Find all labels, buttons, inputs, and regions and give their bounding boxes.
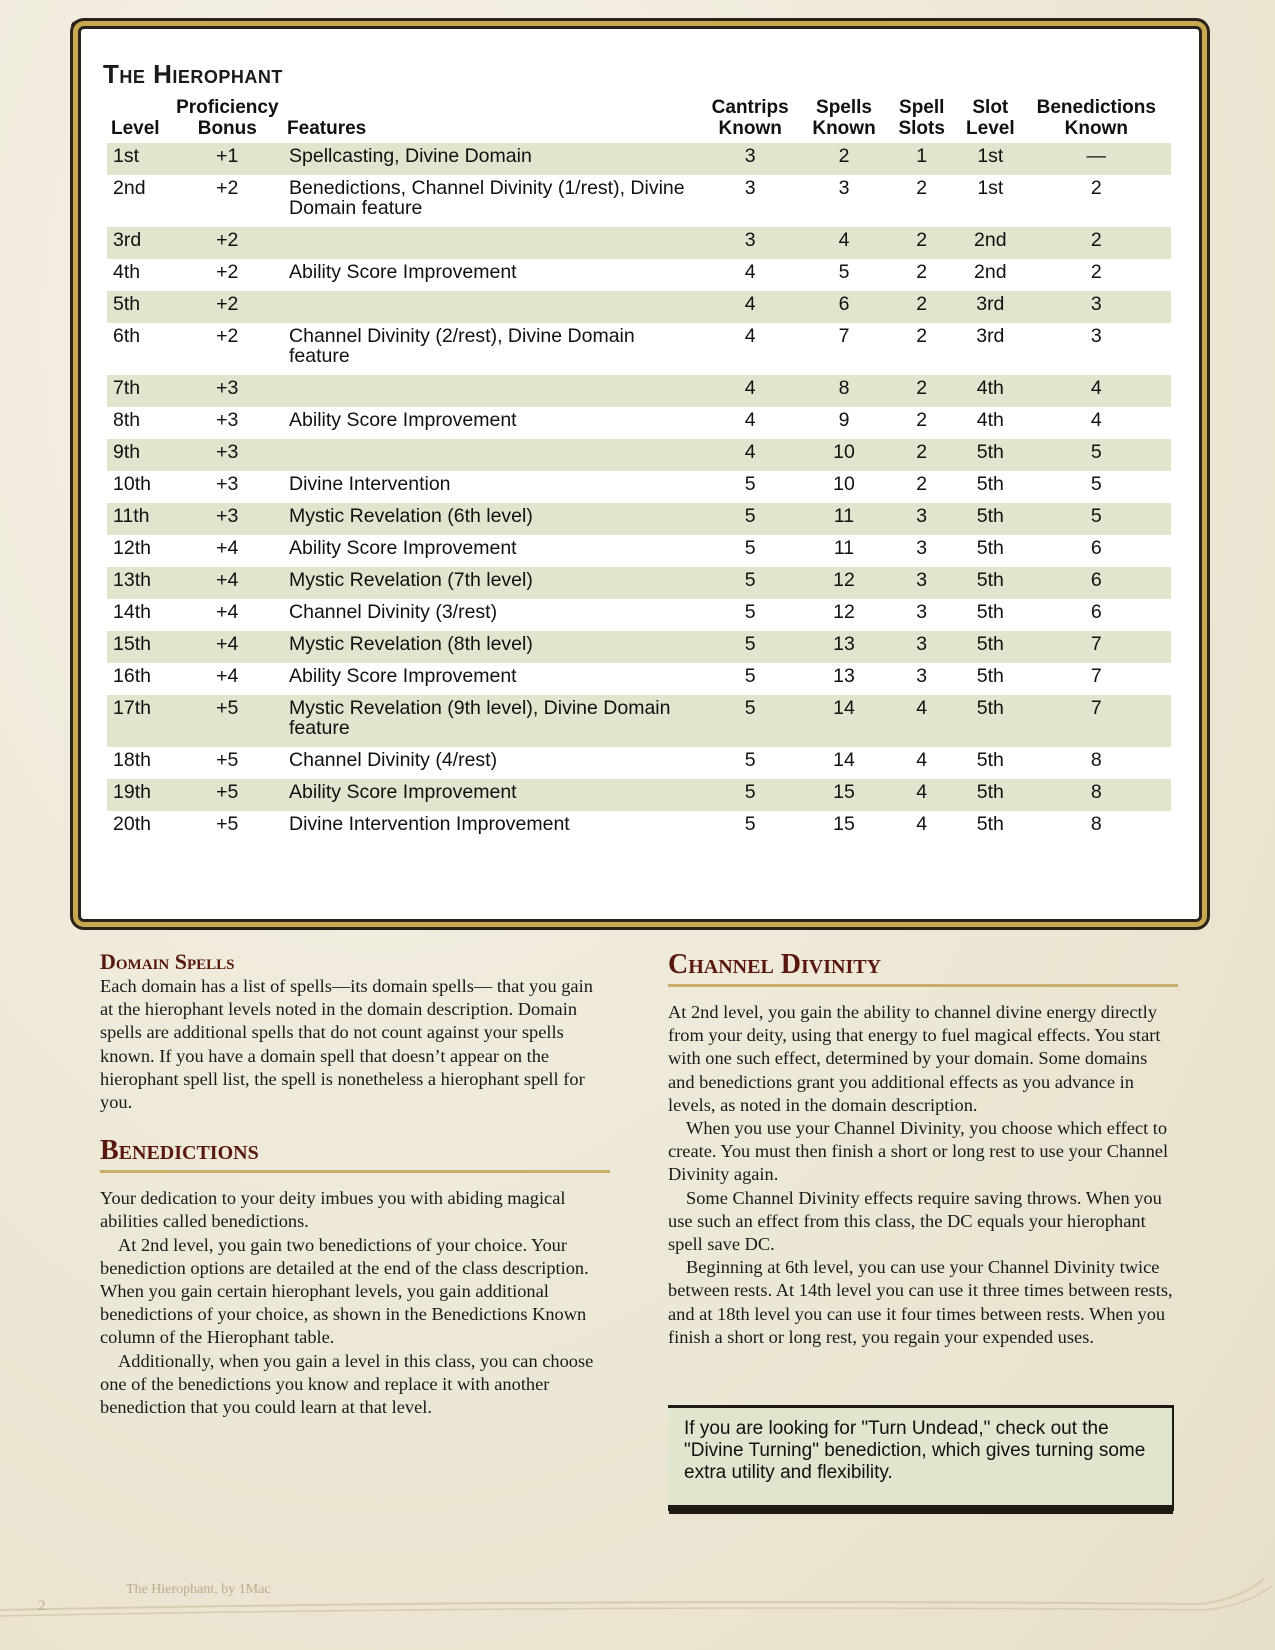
table-row [107,375,1171,407]
cell-slot-level: 2nd [959,227,1022,259]
cell-slot-level: 5th [959,631,1022,663]
cell-level: 18th [113,749,151,771]
cell-features: Ability Score Improvement [289,665,517,687]
cell-spells: 14 [833,749,855,771]
cell-level: 2nd [113,177,146,199]
cell-cantrips: 5 [697,503,804,535]
table-header-row [107,95,1171,143]
cell-features [283,439,697,471]
table-row [107,663,1171,695]
cell-level: 11th [107,503,172,535]
header-benedictions: Benedictions Known [1036,97,1156,139]
cell-slots: 4 [884,695,959,747]
channel-divinity-paragraph-1: At 2nd level, you gain the ability to channel divine energy directly from your deity, using that energy to fuel magical effects. You start with one such effect, determined by your domain. Some domains and benedictions grant you additional effects as you advance in levels, as noted in the domain description. [668,1002,1161,1115]
cell-slot-level: 3rd [959,291,1022,323]
table-row [107,291,1171,323]
cell-spells: 5 [838,261,850,283]
header-slot-level: Slot Level [966,97,1015,139]
cell-benedictions: — [1022,143,1171,175]
cell-benedictions: 4 [1090,409,1102,431]
cell-prof: +2 [172,291,283,323]
cell-cantrips: 4 [744,261,756,283]
table-row [107,695,1171,747]
cell-prof: +3 [172,503,283,535]
benedictions-paragraph-1: Your dedication to your deity imbues you with abiding magical abilities called benedictions. [100,1188,566,1232]
cell-level: 9th [107,439,172,471]
cell-slots: 2 [884,227,959,259]
cell-spells: 13 [833,665,855,687]
cell-features: Channel Divinity (2/rest), Divine Domain feature [289,325,635,367]
cell-spells: 11 [804,503,885,535]
channel-divinity-paragraph-2: When you use your Channel Divinity, you choose which effect to create. You must then finish a short or long rest to use your Channel Divinity again. [668,1118,1169,1185]
channel-divinity-heading: Channel Divinity [668,950,1178,987]
cell-spells: 12 [833,601,855,623]
cell-spells: 15 [804,779,885,811]
note-box [668,1405,1174,1511]
header-spells-known: Spells Known [812,97,876,139]
cell-level: 5th [107,291,172,323]
table-row [107,439,1171,471]
header-features: Features [287,118,367,139]
cell-benedictions: 3 [1090,325,1102,347]
cell-features: Channel Divinity (4/rest) [289,749,498,771]
cell-prof: +3 [172,439,283,471]
cell-spells: 2 [804,143,885,175]
cell-prof: +4 [216,537,239,559]
cell-prof: +3 [172,375,283,407]
cell-benedictions: 7 [1022,695,1171,747]
cell-slots: 1 [884,143,959,175]
cell-spells: 6 [804,291,885,323]
cell-slots: 3 [884,567,959,599]
cell-slots: 3 [884,503,959,535]
header-cantrips: Cantrips Known [711,97,789,139]
table-row [107,471,1171,503]
cell-slots: 3 [916,537,928,559]
cell-prof: +4 [172,631,283,663]
table-row [107,407,1171,439]
cell-benedictions: 6 [1022,567,1171,599]
cell-prof: +5 [216,749,239,771]
cell-slot-level: 1st [959,143,1022,175]
cell-level: 7th [107,375,172,407]
cell-slots: 4 [916,749,928,771]
cell-benedictions: 5 [1022,439,1171,471]
cell-benedictions: 5 [1090,473,1102,495]
cell-cantrips: 5 [744,601,756,623]
table-row [107,227,1171,259]
left-text-column [100,950,610,1419]
cell-slot-level: 5th [959,503,1022,535]
cell-prof: +5 [172,779,283,811]
cell-level: 4th [113,261,141,283]
cell-benedictions: 2 [1022,227,1171,259]
benedictions-paragraph-3: Additionally, when you gain a level in this class, you can choose one of the benedictions you know and replace it with another benediction that you could learn at that level. [100,1350,594,1418]
cell-spells: 7 [838,325,850,347]
cell-prof: +1 [172,143,283,175]
table-row [107,323,1171,375]
cell-level: 6th [113,325,141,347]
cell-slots: 4 [884,779,959,811]
cell-slot-level: 5th [959,695,1022,747]
cell-cantrips: 3 [697,143,804,175]
cell-slots: 4 [916,813,928,835]
table-row [107,535,1171,567]
class-table-frame [78,26,1202,922]
cell-level: 10th [113,473,151,495]
cell-cantrips: 5 [697,567,804,599]
table-title: The Hierophant [103,59,283,89]
channel-divinity-paragraph-4: Beginning at 6th level, you can use your Channel Divinity twice between rests. At 14th level you can use it three times between rests, and at 18th level you can use it four times between rests. When you finish a short or long rest, you regain your expended uses. [668,1257,1173,1347]
cell-benedictions: 2 [1090,261,1102,283]
cell-slot-level: 5th [976,601,1004,623]
cell-slot-level: 5th [976,813,1004,835]
header-level: Level [111,118,160,139]
cell-cantrips: 4 [697,375,804,407]
cell-features: Ability Score Improvement [289,261,517,283]
cell-features: Divine Intervention [289,473,451,495]
cell-slot-level: 4th [959,375,1022,407]
cell-spells: 15 [833,813,855,835]
cell-spells: 8 [804,375,885,407]
cell-cantrips: 3 [697,227,804,259]
cell-spells: 9 [838,409,850,431]
cell-level: 17th [107,695,172,747]
cell-prof: +4 [216,665,239,687]
cell-prof: +5 [172,695,283,747]
channel-divinity-paragraph-3: Some Channel Divinity effects require saving throws. When you use such an effect from this class, the DC equals your hierophant spell save DC. [668,1187,1162,1255]
cell-slot-level: 5th [976,537,1004,559]
cell-features: Divine Intervention Improvement [289,813,570,835]
cell-spells: 3 [838,177,850,199]
cell-slot-level: 5th [976,665,1004,687]
cell-slots: 3 [884,631,959,663]
cell-slots: 2 [916,261,928,283]
cell-prof: +4 [216,601,239,623]
cell-benedictions: 3 [1022,291,1171,323]
cell-slots: 2 [884,439,959,471]
cell-slot-level: 5th [976,473,1004,495]
cell-benedictions: 7 [1022,631,1171,663]
cell-slots: 2 [916,409,928,431]
cell-benedictions: 7 [1090,665,1102,687]
cell-slots: 2 [916,177,928,199]
cell-spells: 10 [833,473,855,495]
cell-level: 13th [107,567,172,599]
cell-level: 19th [107,779,172,811]
cell-slots: 3 [916,601,928,623]
cell-features: Mystic Revelation (8th level) [283,631,697,663]
cell-level: 14th [113,601,151,623]
cell-features [283,291,697,323]
table-row [107,779,1171,811]
domain-spells-paragraph: Each domain has a list of spells—its domain spells— that you gain at the hierophant levels noted in the domain description. Domain spells are additional spells that do not count against your spells known. If you have a domain spell that doesn’t appear on the hierophant spell list, the spell is nonetheless a hierophant spell for you. [100,976,593,1113]
cell-cantrips: 4 [744,325,756,347]
cell-cantrips: 5 [744,665,756,687]
cell-cantrips: 5 [744,813,756,835]
cell-slot-level: 5th [959,567,1022,599]
cell-cantrips: 4 [697,291,804,323]
cell-cantrips: 5 [744,473,756,495]
header-spell-slots: Spell Slots [898,97,945,139]
cell-cantrips: 4 [697,439,804,471]
cell-prof: +3 [216,409,239,431]
cell-cantrips: 3 [744,177,756,199]
cell-features: Ability Score Improvement [283,779,697,811]
cell-benedictions: 6 [1090,601,1102,623]
cell-prof: +3 [216,473,239,495]
cell-slot-level: 5th [959,439,1022,471]
cell-level: 1st [107,143,172,175]
header-proficiency: Proficiency Bonus [176,97,279,139]
cell-features: Spellcasting, Divine Domain [283,143,697,175]
cell-features: Benedictions, Channel Divinity (1/rest), Divine Domain feature [289,177,685,219]
cell-features: Ability Score Improvement [289,409,517,431]
cell-slot-level: 2nd [974,261,1007,283]
cell-cantrips: 5 [697,695,804,747]
benedictions-heading: Benedictions [100,1136,610,1173]
cell-slot-level: 3rd [976,325,1005,347]
cell-level: 16th [113,665,151,687]
table-row [107,567,1171,599]
table-row [107,175,1171,227]
table-row [107,631,1171,663]
cell-slots: 2 [884,375,959,407]
cell-features: Channel Divinity (3/rest) [289,601,498,623]
table-row [107,259,1171,291]
note-text: If you are looking for "Turn Undead," check out the "Divine Turning" benediction, which gives turning some extra utility and flexibility. [684,1418,1146,1483]
cell-slots: 2 [916,325,928,347]
cell-features [283,375,697,407]
cell-features: Mystic Revelation (9th level), Divine Domain feature [283,695,697,747]
cell-level: 15th [107,631,172,663]
cell-features: Ability Score Improvement [289,537,517,559]
cell-slot-level: 1st [977,177,1004,199]
cell-benedictions: 8 [1090,813,1102,835]
footer-credit: The Hierophant, by 1Mac [126,1582,271,1597]
table-row [107,599,1171,631]
cell-features [283,227,697,259]
cell-spells: 13 [804,631,885,663]
cell-slot-level: 4th [976,409,1004,431]
cell-cantrips: 5 [744,749,756,771]
cell-level: 3rd [107,227,172,259]
domain-spells-heading: Domain Spells [100,949,235,974]
benedictions-paragraph-2: At 2nd level, you gain two benedictions of your choice. Your benediction options are detailed at the end of the class description. When you gain certain hierophant levels, you gain additional benedictions of your choice, as shown in the Benedictions Known column of the Hierophant table. [100,1234,589,1348]
cell-benedictions: 4 [1022,375,1171,407]
cell-slots: 2 [884,291,959,323]
cell-prof: +2 [216,325,239,347]
cell-prof: +4 [172,567,283,599]
table-row [107,811,1171,843]
cell-level: 12th [113,537,151,559]
cell-level: 8th [113,409,141,431]
table-row [107,143,1171,175]
cell-slots: 3 [916,665,928,687]
cell-benedictions: 8 [1022,779,1171,811]
cell-prof: +2 [172,227,283,259]
cell-prof: +2 [216,261,239,283]
cell-benedictions: 2 [1090,177,1102,199]
right-text-column [668,950,1178,1349]
class-progression-table [107,95,1171,843]
cell-benedictions: 8 [1090,749,1102,771]
cell-spells: 12 [804,567,885,599]
cell-prof: +2 [216,177,239,199]
cell-spells: 11 [833,537,855,559]
cell-spells: 10 [804,439,885,471]
cell-prof: +5 [216,813,239,835]
cell-benedictions: 5 [1022,503,1171,535]
cell-slot-level: 5th [976,749,1004,771]
cell-cantrips: 4 [744,409,756,431]
table-row [107,747,1171,779]
cell-cantrips: 5 [744,537,756,559]
cell-slot-level: 5th [959,779,1022,811]
cell-spells: 4 [804,227,885,259]
cell-benedictions: 6 [1090,537,1102,559]
cell-slots: 2 [916,473,928,495]
cell-level: 20th [113,813,151,835]
page-number: 2 [38,1598,46,1614]
table-row [107,503,1171,535]
cell-spells: 14 [804,695,885,747]
cell-features: Mystic Revelation (6th level) [283,503,697,535]
cell-features: Mystic Revelation (7th level) [283,567,697,599]
cell-cantrips: 5 [697,779,804,811]
cell-cantrips: 5 [697,631,804,663]
